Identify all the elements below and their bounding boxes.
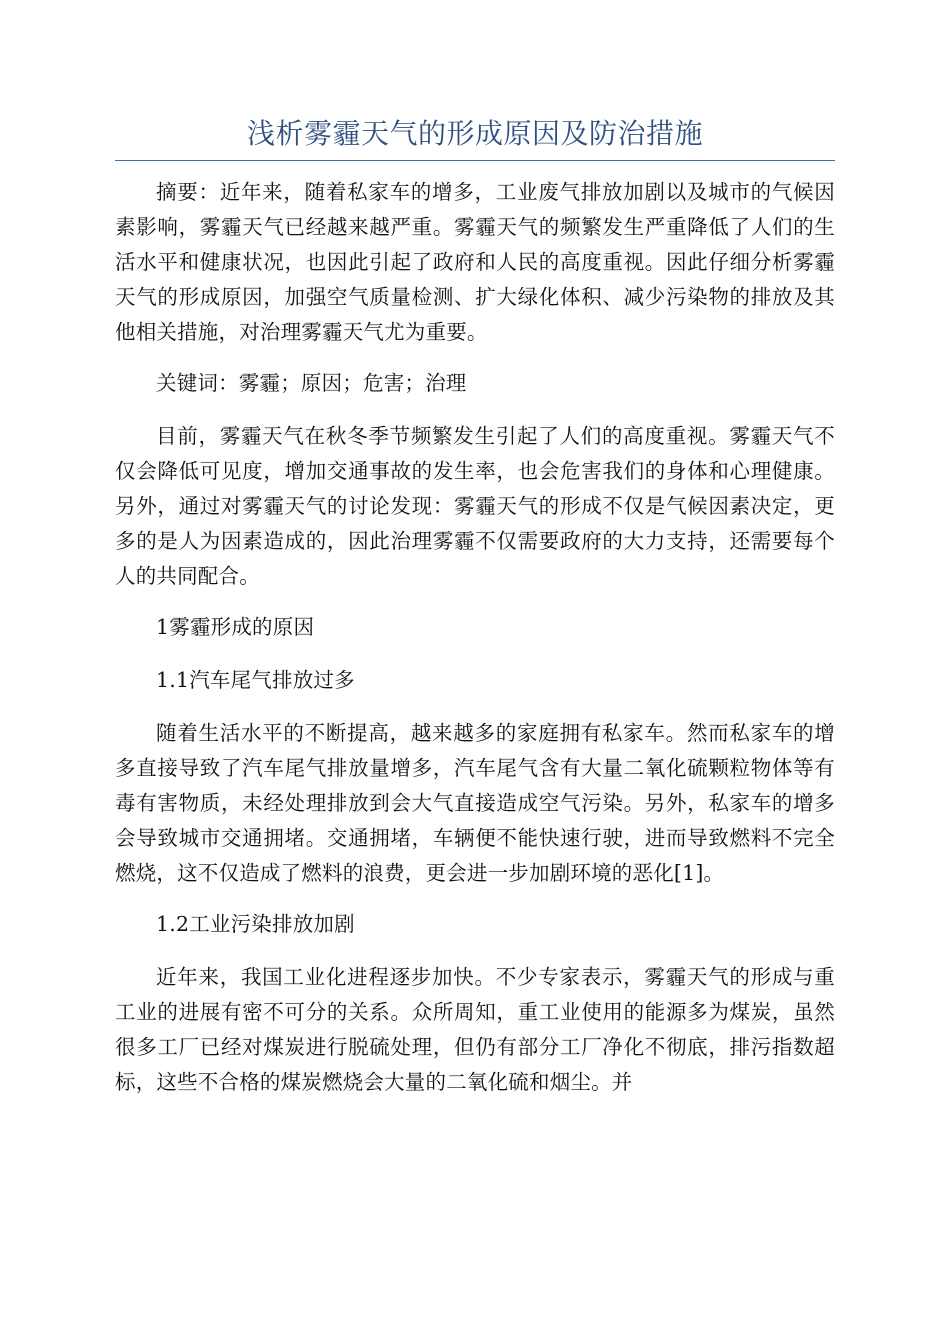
- abstract-paragraph: 摘要：近年来，随着私家车的增多，工业废气排放加剧以及城市的气候因素影响，雾霾天气已经越来越严重。雾霾天气的频繁发生严重降低了人们的生活水平和健康状况，也因此引起了政府和人民的高度重视。因此仔细分析雾霾天气的形成原因，加强空气质量检测、扩大绿化体积、减少污染物的排放及其他相关措施，对治理雾霾天气尤为重要。: [115, 180, 835, 344]
- section-1-2-heading: 1.2工业污染排放加剧: [156, 912, 355, 936]
- intro-paragraph: 目前，雾霾天气在秋冬季节频繁发生引起了人们的高度重视。雾霾天气不仅会降低可见度，增加交通事故的发生率，也会危害我们的身体和心理健康。另外，通过对雾霾天气的讨论发现：雾霾天气的形成不仅是气候因素决定，更多的是人为因素造成的，因此治理雾霾不仅需要政府的大力支持，还需要每个人的共同配合。: [115, 424, 835, 588]
- section-1-heading: 1雾霾形成的原因: [156, 615, 315, 639]
- document-page: [115, 110, 835, 1116]
- keywords-line: 关键词：雾霾；原因；危害；治理: [156, 371, 467, 395]
- section-1-2-body: 近年来，我国工业化进程逐步加快。不少专家表示，雾霾天气的形成与重工业的进展有密不可分的关系。众所周知，重工业使用的能源多为煤炭，虽然很多工厂已经对煤炭进行脱硫处理，但仍有部分工厂净化不彻底，排污指数超标，这些不合格的煤炭燃烧会大量的二氧化硫和烟尘。并: [115, 965, 835, 1094]
- section-1-1-body: 随着生活水平的不断提高，越来越多的家庭拥有私家车。然而私家车的增多直接导致了汽车尾气排放量增多，汽车尾气含有大量二氧化硫颗粒物体等有毒有害物质，未经处理排放到会大气直接造成空气污染。另外，私家车的增多会导致城市交通拥堵。交通拥堵，车辆便不能快速行驶，进而导致燃料不完全燃烧，这不仅造成了燃料的浪费，更会进一步加剧环境的恶化[1]。: [115, 721, 835, 885]
- section-1-1-heading: 1.1汽车尾气排放过多: [156, 668, 355, 692]
- document-title: 浅析雾霾天气的形成原因及防治措施: [115, 110, 835, 161]
